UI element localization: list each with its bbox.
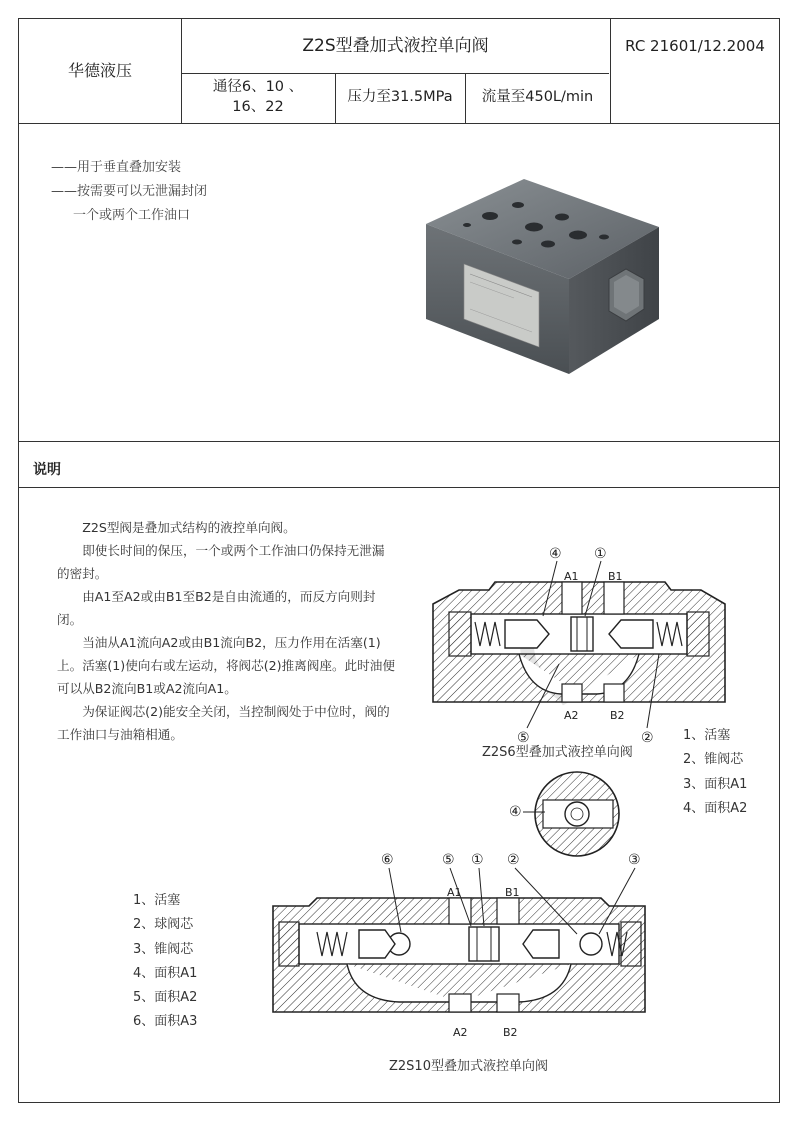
- callout-6: ⑥: [381, 852, 394, 868]
- spec-size-line2: 16、22: [232, 99, 284, 115]
- description-paragraph: 为保证阀芯(2)能安全关闭，当控制阀处于中位时，阀的工作油口与油箱相通。: [57, 704, 390, 742]
- spec-pressure: 压力至31.5MPa: [347, 89, 453, 106]
- port-label-b2: B2: [610, 709, 625, 722]
- diagram-z2s10-section: [259, 824, 659, 1049]
- callout-5: ⑤: [442, 852, 455, 868]
- legend-item: 5、面积A2: [133, 990, 198, 1006]
- spec-size-line1: 通径6、10 、: [212, 79, 304, 96]
- callout-1: ①: [471, 852, 484, 868]
- callout-5: ⑤: [517, 730, 530, 744]
- feature-item: 一个或两个工作油口: [73, 208, 191, 223]
- section-divider-bottom: [19, 487, 779, 488]
- header-bottom-divider: [19, 123, 779, 124]
- diagram2-legend: [133, 889, 197, 1035]
- port-label-a1: A1: [564, 570, 579, 583]
- port-label-a2: A2: [564, 709, 579, 722]
- callout-4: ④: [549, 546, 562, 562]
- diagram-z2s6-section: [419, 524, 739, 744]
- product-photo: [404, 169, 664, 379]
- callout-1: ①: [594, 546, 607, 562]
- document-frame: [18, 18, 780, 1103]
- description-paragraph: 由A1至A2或由B1至B2是自由流通的，而反方向则封闭。: [57, 589, 376, 627]
- document-code: RC 21601/12.2004: [625, 36, 765, 55]
- section-title: 说明: [33, 462, 61, 478]
- description-paragraph: 当油从A1流向A2或由B1流向B2，压力作用在活塞(1)上。活塞(1)使向右或左运动，将阀芯(2)推离阀座。此时油便可以从B2流向B1或A2流向A1。: [57, 635, 395, 696]
- port-label-b2: B2: [503, 1026, 518, 1039]
- brand-name: 华德液压: [67, 61, 132, 81]
- feature-list: [51, 156, 207, 228]
- port-label-b1: B1: [608, 570, 623, 583]
- legend-item: 2、锥阀芯: [683, 752, 744, 768]
- section-divider-top: [19, 441, 779, 442]
- description: [57, 516, 397, 746]
- legend-item: 2、球阀芯: [133, 917, 194, 933]
- description-paragraph: 即使长时间的保压，一个或两个工作油口仍保持无泄漏的密封。: [57, 543, 385, 581]
- port-label-b1: B1: [505, 886, 520, 899]
- diagram1-caption: Z2S6型叠加式液控单向阀: [482, 745, 633, 760]
- port-label-a2: A2: [453, 1026, 468, 1039]
- legend-item: 4、面积A2: [683, 800, 748, 816]
- diagram2-caption: Z2S10型叠加式液控单向阀: [389, 1059, 548, 1074]
- legend-item: 4、面积A1: [133, 965, 198, 981]
- feature-item: ——按需要可以无泄漏封闭: [51, 184, 208, 199]
- port-label-a1: A1: [447, 886, 462, 899]
- inset-callout-4: ④: [509, 804, 522, 820]
- callout-2: ②: [507, 852, 520, 868]
- legend-item: 1、活塞: [683, 728, 731, 743]
- spec-size: [181, 73, 335, 123]
- feature-item: ——用于垂直叠加安装: [51, 160, 182, 175]
- legend-item: 1、活塞: [133, 893, 181, 908]
- diagram1-legend: [683, 724, 747, 821]
- callout-3: ③: [628, 852, 641, 868]
- legend-item: 3、面积A1: [683, 776, 748, 792]
- description-paragraph: Z2S型阀是叠加式结构的液控单向阀。: [82, 520, 296, 535]
- callout-2: ②: [641, 730, 654, 744]
- spec-flow: 流量至450L/min: [481, 89, 594, 106]
- legend-item: 6、面积A3: [133, 1014, 198, 1030]
- legend-item: 3、锥阀芯: [133, 941, 194, 957]
- page-title: Z2S型叠加式液控单向阀: [302, 35, 489, 56]
